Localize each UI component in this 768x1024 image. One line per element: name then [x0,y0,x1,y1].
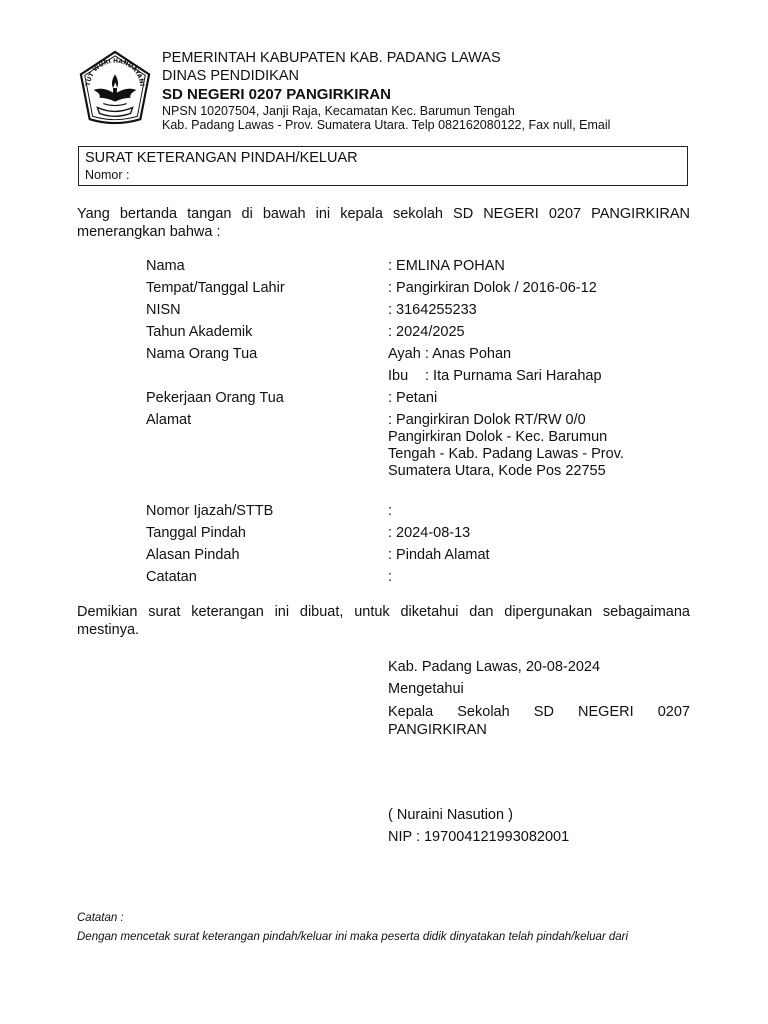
field-value-alamat: : Pangirkiran Dolok RT/RW 0/0 Pangirkiran Dolok - Kec. Barumun Tengah - Kab. Padang Lawas - Prov. Sumatera Utara, Kode Pos 22755 [388,412,624,479]
header-department: DINAS PENDIDIKAN [162,68,299,84]
field-label-orangtua: Nama Orang Tua [146,346,258,362]
field-label-ibu: Ibu [388,368,409,384]
header-school-name: SD NEGERI 0207 PANGIRKIRAN [162,86,391,103]
footnote-text: Dengan mencetak surat keterangan pindah/keluar ini maka peserta didik dinyatakan telah pindah/keluar dari [77,931,629,943]
footnote-label: Catatan : [77,912,124,924]
letter-number: Nomor : [85,168,130,182]
field-value-ijazah: : [388,503,393,519]
field-label-catatan: Catatan [146,569,197,585]
field-value-ibu: : Ita Purnama Sari Harahap [425,368,602,384]
logo-text: TUT WURI HANDAYANI [84,57,146,87]
header-address-2: Kab. Padang Lawas - Prov. Sumatera Utara. Telp 082162080122, Fax null, Email [162,118,611,132]
field-value-alasan: : Pindah Alamat [388,547,490,563]
field-value-nama: : EMLINA POHAN [388,258,505,274]
field-value-ttl: : Pangirkiran Dolok / 2016-06-12 [388,280,597,296]
field-label-tgl-pindah: Tanggal Pindah [146,525,246,541]
field-value-nisn: : 3164255233 [388,302,477,318]
signature-mengetahui: Mengetahui [388,681,464,697]
letter-title-box [78,146,688,186]
field-label-ttl: Tempat/Tanggal Lahir [146,280,285,296]
field-label-nisn: NISN [146,302,181,318]
intro-paragraph: Yang bertanda tangan di bawah ini kepala sekolah SD NEGERI 0207 PANGIRKIRAN menerangkan bahwa : [77,206,690,240]
field-label-alamat: Alamat [146,412,192,428]
field-label-pekerjaan: Pekerjaan Orang Tua [146,390,284,406]
signature-name: ( Nuraini Nasution ) [388,807,513,823]
field-label-ijazah: Nomor Ijazah/STTB [146,503,274,519]
signature-role: Kepala Sekolah SD NEGERI 0207 PANGIRKIRAN [388,704,690,738]
field-value-pekerjaan: : Petani [388,390,438,406]
field-value-tahun: : 2024/2025 [388,324,465,340]
field-label-alasan: Alasan Pindah [146,547,240,563]
header-address-1: NPSN 10207504, Janji Raja, Kecamatan Kec. Barumun Tengah [162,104,515,118]
field-value-ayah: Ayah : Anas Pohan [388,346,512,362]
field-value-tgl-pindah: : 2024-08-13 [388,525,471,541]
signature-place-date: Kab. Padang Lawas, 20-08-2024 [388,659,601,675]
field-label-tahun: Tahun Akademik [146,324,253,340]
field-label-nama: Nama [146,258,185,274]
closing-paragraph: Demikian surat keterangan ini dibuat, untuk diketahui dan dipergunakan sebagaimana mestinya. [77,604,690,638]
letter-title: SURAT KETERANGAN PINDAH/KELUAR [85,150,358,166]
field-value-catatan: : [388,569,393,585]
signature-nip: NIP : 197004121993082001 [388,829,570,845]
tut-wuri-handayani-logo-icon [76,49,154,127]
header-government: PEMERINTAH KABUPATEN KAB. PADANG LAWAS [162,50,501,66]
